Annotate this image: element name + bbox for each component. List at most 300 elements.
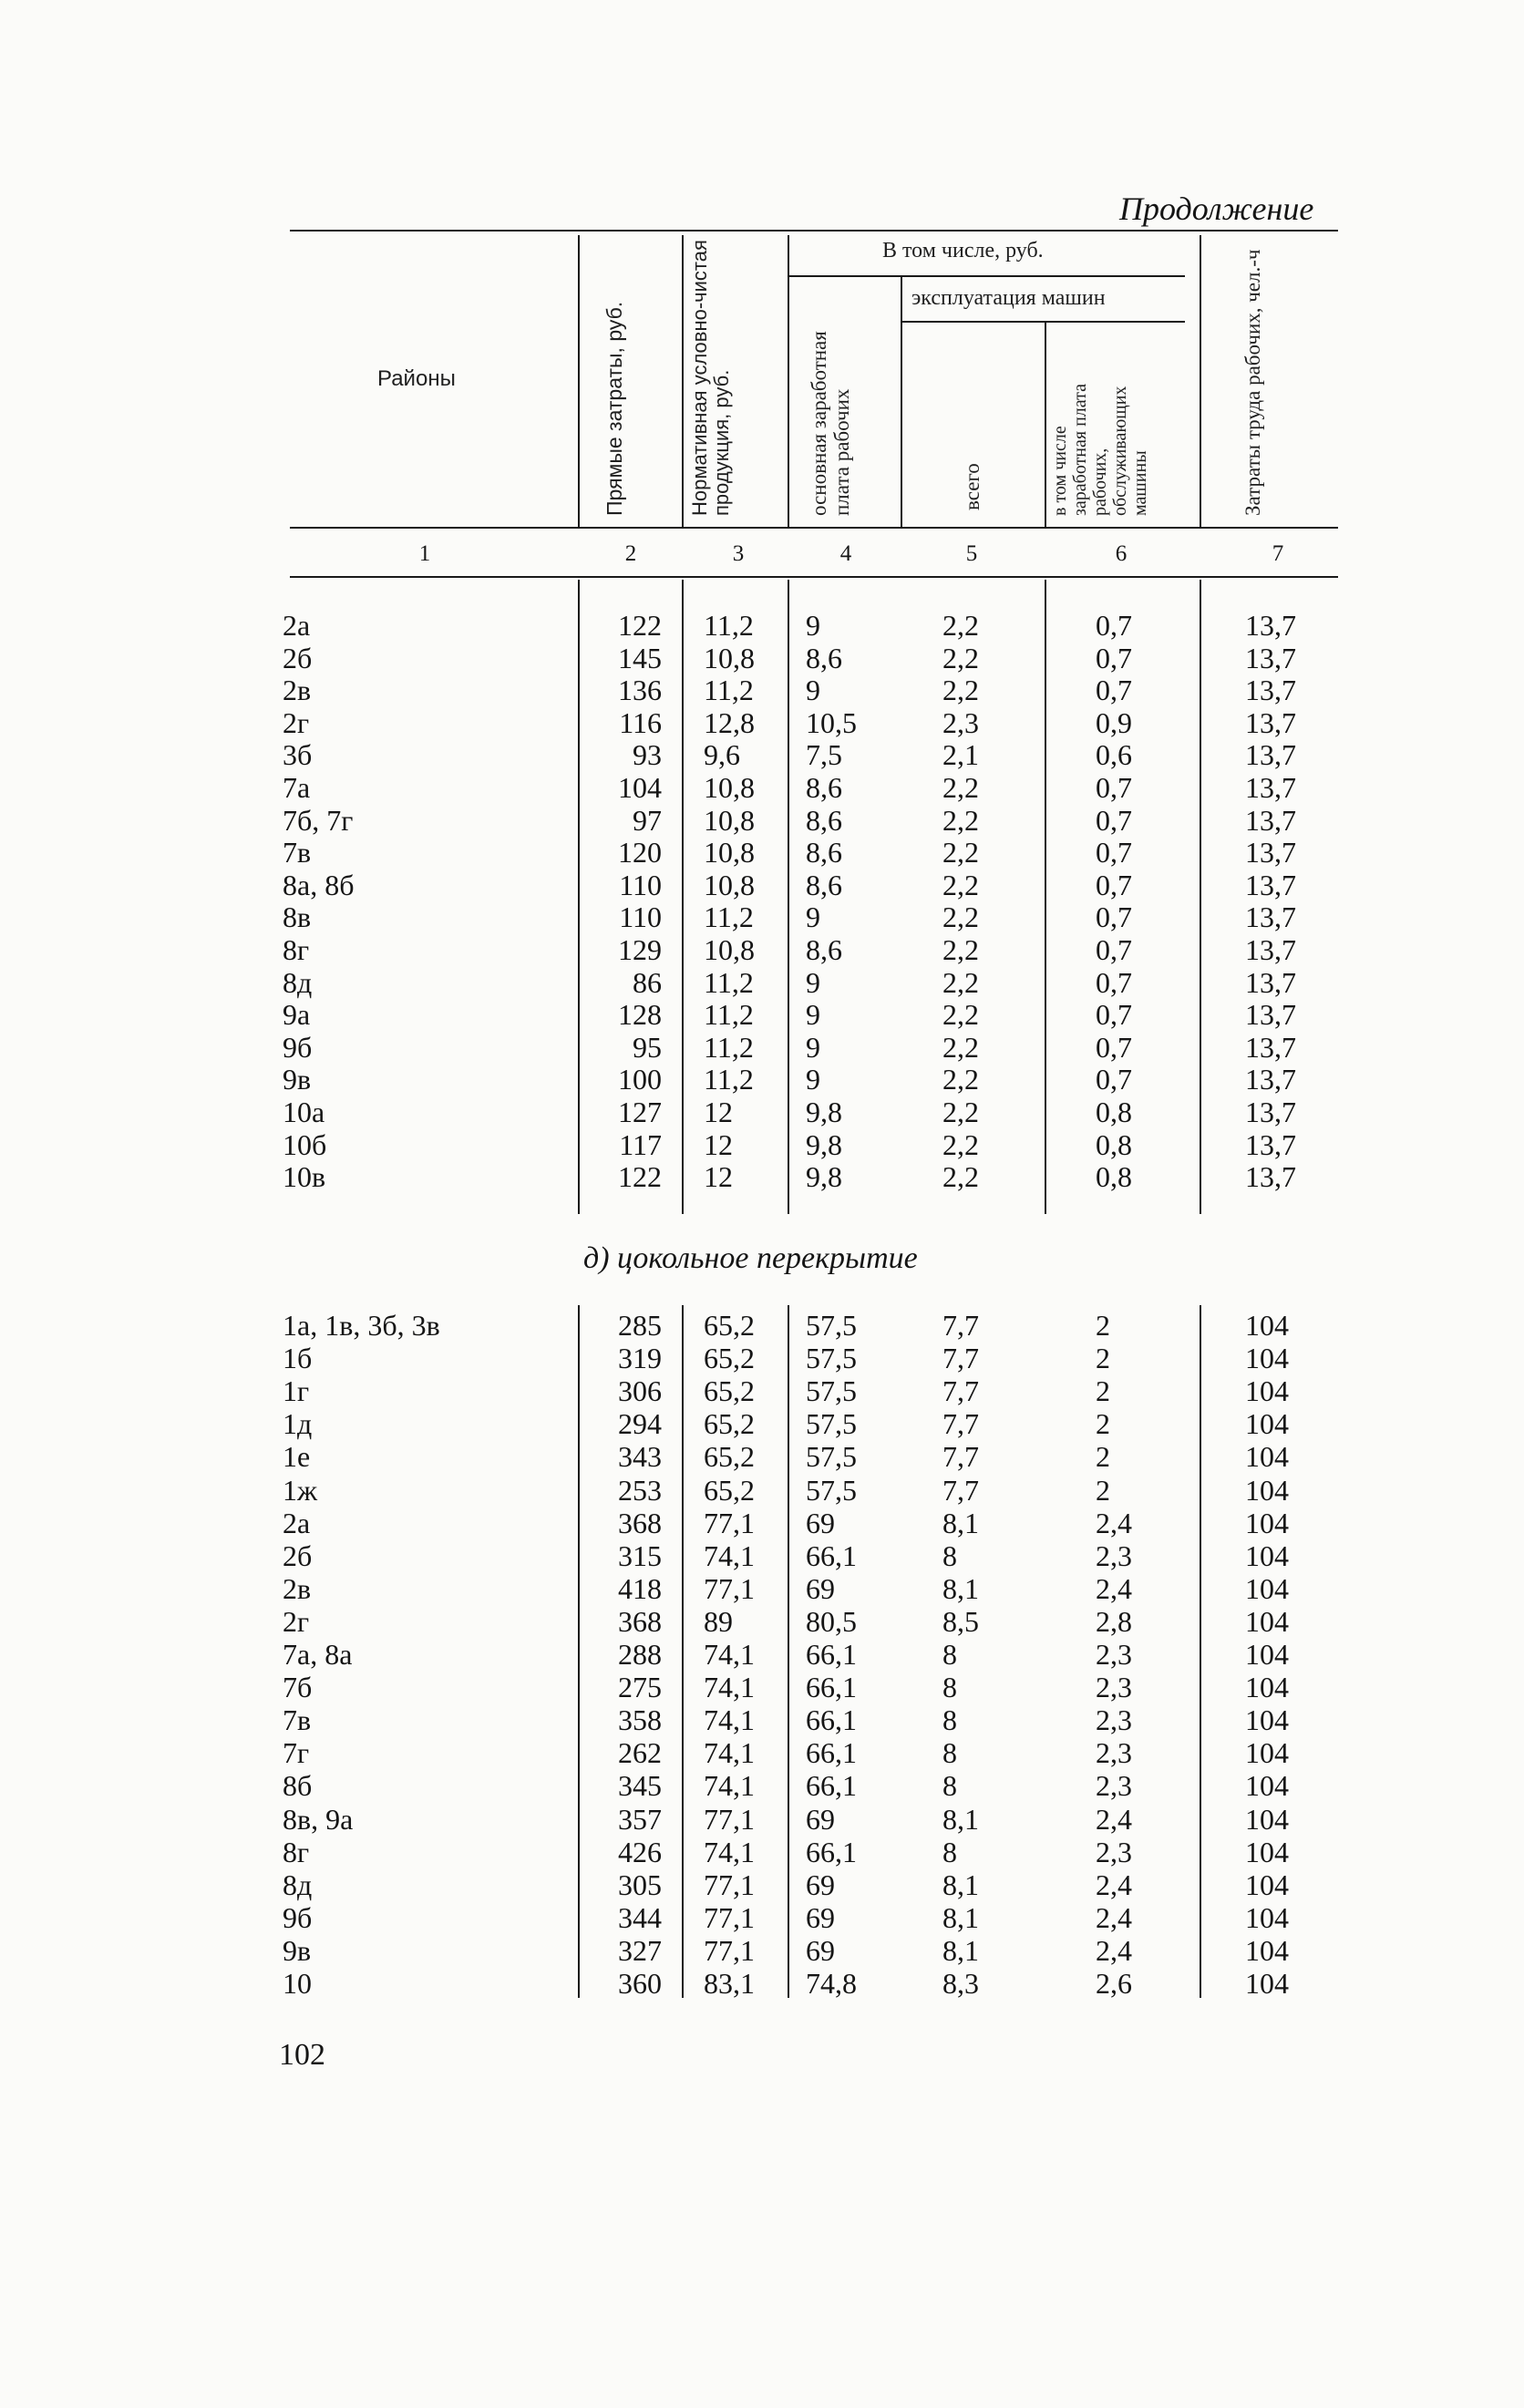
- machines-wage-cell: 0,8: [1096, 1127, 1132, 1161]
- column-number-rule: [290, 576, 1338, 578]
- direct-costs-cell: 294: [618, 1407, 662, 1441]
- normative-output-cell: 74,1: [704, 1671, 755, 1704]
- direct-costs-cell: 97: [633, 803, 662, 837]
- header-including-wage: в том числе заработная плата рабочих, обслуживающих машины: [1050, 384, 1150, 516]
- labor-costs-cell: 104: [1245, 1538, 1289, 1572]
- base-wage-cell: 69: [806, 1933, 835, 1967]
- normative-output-cell: 11,2: [704, 1030, 754, 1064]
- region-cell: 8д: [283, 1868, 313, 1901]
- base-wage-cell: 9: [806, 674, 820, 707]
- machines-wage-cell: 2,4: [1096, 1900, 1132, 1934]
- direct-costs-cell: 345: [618, 1769, 662, 1803]
- machines-wage-cell: 2: [1096, 1342, 1110, 1375]
- normative-output-cell: 74,1: [704, 1703, 755, 1737]
- region-cell: 10а: [283, 1096, 325, 1128]
- machines-wage-cell: 2,8: [1096, 1604, 1132, 1638]
- column-number-7: 7: [1272, 541, 1284, 566]
- table-row: [0, 1096, 1524, 1128]
- direct-costs-cell: 343: [618, 1440, 662, 1474]
- machines-total-cell: 8: [942, 1703, 957, 1737]
- region-cell: 7г: [283, 1736, 310, 1770]
- direct-costs-cell: 327: [618, 1933, 662, 1967]
- machines-total-cell: 8: [942, 1638, 957, 1671]
- direct-costs-cell: 306: [618, 1374, 662, 1408]
- direct-costs-cell: 86: [633, 965, 662, 999]
- normative-output-cell: 11,2: [704, 998, 754, 1032]
- machines-total-cell: 2,2: [942, 933, 979, 966]
- labor-costs-cell: 13,7: [1245, 998, 1296, 1032]
- header-divider-2: [682, 235, 684, 529]
- machines-wage-cell: 2,3: [1096, 1835, 1132, 1868]
- machines-total-cell: 7,7: [942, 1309, 979, 1342]
- base-wage-cell: 69: [806, 1802, 835, 1836]
- direct-costs-cell: 358: [618, 1703, 662, 1737]
- page-number: 102: [279, 2038, 325, 2072]
- machines-total-cell: 7,7: [942, 1342, 979, 1375]
- table-row: [0, 1309, 1524, 1342]
- machines-total-cell: 8: [942, 1538, 957, 1572]
- header-base-wage: основная заработная плата рабочих: [808, 331, 853, 516]
- table-row: [0, 1342, 1524, 1374]
- labor-costs-cell: 104: [1245, 1900, 1289, 1934]
- direct-costs-cell: 104: [618, 771, 662, 804]
- table-row: [0, 1836, 1524, 1868]
- region-cell: 9а: [283, 998, 311, 1032]
- normative-output-cell: 12: [704, 1127, 733, 1161]
- normative-output-cell: 11,2: [704, 900, 754, 934]
- machines-wage-cell: 0,8: [1096, 1160, 1132, 1194]
- table-row: [0, 869, 1524, 901]
- table-row: [0, 1374, 1524, 1407]
- normative-output-cell: 9,6: [704, 738, 740, 772]
- machines-wage-cell: 0,7: [1096, 609, 1132, 642]
- base-wage-cell: 66,1: [806, 1638, 857, 1671]
- normative-output-cell: 77,1: [704, 1571, 755, 1605]
- base-wage-cell: 69: [806, 1571, 835, 1605]
- direct-costs-cell: 110: [619, 900, 662, 934]
- table-row: [0, 1440, 1524, 1473]
- normative-output-cell: 10,8: [704, 771, 755, 804]
- machines-total-cell: 8,1: [942, 1868, 979, 1901]
- machines-total-cell: 2,2: [942, 900, 979, 934]
- base-wage-cell: 9,8: [806, 1160, 842, 1194]
- machines-total-cell: 2,2: [942, 868, 979, 901]
- normative-output-cell: 74,1: [704, 1736, 755, 1770]
- base-wage-cell: 57,5: [806, 1374, 857, 1408]
- region-cell: 7в: [283, 836, 312, 870]
- column-number-2: 2: [624, 541, 637, 566]
- base-wage-cell: 9: [806, 609, 820, 642]
- labor-costs-cell: 104: [1245, 1638, 1289, 1671]
- labor-costs-cell: 104: [1245, 1342, 1289, 1375]
- table-row: [0, 1128, 1524, 1161]
- normative-output-cell: 77,1: [704, 1802, 755, 1836]
- table-row: [0, 1671, 1524, 1703]
- header-top-rule: [290, 230, 1338, 232]
- header-bottom-rule: [290, 527, 1338, 529]
- base-wage-cell: 57,5: [806, 1407, 857, 1441]
- direct-costs-cell: 357: [618, 1802, 662, 1836]
- table-row: [0, 1868, 1524, 1901]
- machines-total-cell: 8,1: [942, 1933, 979, 1967]
- labor-costs-cell: 13,7: [1245, 1127, 1296, 1161]
- base-wage-cell: 57,5: [806, 1473, 857, 1507]
- labor-costs-cell: 104: [1245, 1802, 1289, 1836]
- region-cell: 2г: [283, 705, 310, 739]
- machines-wage-cell: 2,3: [1096, 1538, 1132, 1572]
- header-total: всего: [961, 463, 983, 510]
- normative-output-cell: 77,1: [704, 1868, 755, 1901]
- normative-output-cell: 11,2: [704, 609, 754, 642]
- table-row: [0, 771, 1524, 804]
- machines-total-cell: 8,1: [942, 1506, 979, 1539]
- labor-costs-cell: 13,7: [1245, 641, 1296, 674]
- base-wage-cell: 8,6: [806, 836, 842, 870]
- machines-wage-cell: 2,3: [1096, 1736, 1132, 1770]
- direct-costs-cell: 285: [618, 1309, 662, 1342]
- table-row: [0, 1474, 1524, 1507]
- region-cell: 8а, 8б: [283, 868, 355, 901]
- normative-output-cell: 12: [704, 1160, 733, 1194]
- table-row: [0, 1703, 1524, 1736]
- table-row: [0, 1967, 1524, 2000]
- machines-total-cell: 2,2: [942, 674, 979, 707]
- base-wage-cell: 66,1: [806, 1769, 857, 1803]
- direct-costs-cell: 129: [618, 933, 662, 966]
- table-row: [0, 1901, 1524, 1934]
- region-cell: 1г: [283, 1374, 310, 1408]
- direct-costs-cell: 288: [618, 1638, 662, 1671]
- normative-output-cell: 10,8: [704, 933, 755, 966]
- machines-total-cell: 8: [942, 1769, 957, 1803]
- machines-total-cell: 8,5: [942, 1604, 979, 1638]
- direct-costs-cell: 93: [633, 738, 662, 772]
- machines-wage-cell: 2,3: [1096, 1769, 1132, 1803]
- normative-output-cell: 10,8: [704, 803, 755, 837]
- normative-output-cell: 12: [704, 1096, 733, 1128]
- labor-costs-cell: 104: [1245, 1703, 1289, 1737]
- machines-wage-cell: 0,9: [1096, 705, 1132, 739]
- direct-costs-cell: 117: [619, 1127, 662, 1161]
- machines-wage-cell: 2,4: [1096, 1933, 1132, 1967]
- region-cell: 7б: [283, 1671, 313, 1704]
- normative-output-cell: 10,8: [704, 836, 755, 870]
- header-divider-4: [901, 277, 902, 529]
- direct-costs-cell: 253: [618, 1473, 662, 1507]
- labor-costs-cell: 104: [1245, 1604, 1289, 1638]
- direct-costs-cell: 368: [618, 1506, 662, 1539]
- direct-costs-cell: 426: [618, 1835, 662, 1868]
- table-row: [0, 933, 1524, 966]
- header-divider-1: [578, 235, 580, 529]
- table-row: [0, 1736, 1524, 1769]
- table-row: [0, 900, 1524, 933]
- table-row: [0, 1934, 1524, 1967]
- base-wage-cell: 9: [806, 900, 820, 934]
- base-wage-cell: 10,5: [806, 705, 857, 739]
- machines-wage-cell: 2: [1096, 1407, 1110, 1441]
- region-cell: 1б: [283, 1342, 313, 1375]
- direct-costs-cell: 368: [618, 1604, 662, 1638]
- table-row: [0, 642, 1524, 674]
- machines-wage-cell: 2,3: [1096, 1703, 1132, 1737]
- section-title: д) цокольное перекрытие: [583, 1241, 918, 1275]
- header-direct-costs: Прямые затраты, руб.: [602, 301, 626, 516]
- direct-costs-cell: 319: [618, 1342, 662, 1375]
- base-wage-cell: 8,6: [806, 771, 842, 804]
- base-wage-cell: 8,6: [806, 868, 842, 901]
- region-cell: 1ж: [283, 1473, 318, 1507]
- base-wage-cell: 66,1: [806, 1703, 857, 1737]
- normative-output-cell: 89: [704, 1604, 733, 1638]
- direct-costs-cell: 360: [618, 1967, 662, 2000]
- direct-costs-cell: 275: [618, 1671, 662, 1704]
- table-row: [0, 1407, 1524, 1440]
- normative-output-cell: 10,8: [704, 641, 755, 674]
- machines-total-cell: 8: [942, 1736, 957, 1770]
- table-row: [0, 706, 1524, 739]
- machines-wage-cell: 2,4: [1096, 1571, 1132, 1605]
- labor-costs-cell: 13,7: [1245, 738, 1296, 772]
- labor-costs-cell: 104: [1245, 1309, 1289, 1342]
- machines-total-cell: 8,3: [942, 1967, 979, 2000]
- normative-output-cell: 10,8: [704, 868, 755, 901]
- header-labor-costs: Затраты труда рабочих, чел.-ч: [1241, 249, 1264, 516]
- region-cell: 8б: [283, 1769, 313, 1803]
- labor-costs-cell: 13,7: [1245, 900, 1296, 934]
- labor-costs-cell: 13,7: [1245, 771, 1296, 804]
- labor-costs-cell: 13,7: [1245, 868, 1296, 901]
- normative-output-cell: 65,2: [704, 1407, 755, 1441]
- table-row: [0, 804, 1524, 837]
- labor-costs-cell: 13,7: [1245, 1160, 1296, 1194]
- region-cell: 8в: [283, 900, 312, 934]
- labor-costs-cell: 104: [1245, 1473, 1289, 1507]
- labor-costs-cell: 104: [1245, 1769, 1289, 1803]
- region-cell: 1а, 1в, 3б, 3в: [283, 1309, 440, 1342]
- machines-wage-cell: 2,4: [1096, 1802, 1132, 1836]
- machines-total-cell: 2,2: [942, 609, 979, 642]
- direct-costs-cell: 344: [618, 1900, 662, 1934]
- labor-costs-cell: 104: [1245, 1374, 1289, 1408]
- direct-costs-cell: 110: [619, 868, 662, 901]
- normative-output-cell: 11,2: [704, 1063, 754, 1096]
- region-cell: 2в: [283, 1571, 312, 1605]
- table-row: [0, 1605, 1524, 1638]
- labor-costs-cell: 13,7: [1245, 1030, 1296, 1064]
- direct-costs-cell: 136: [618, 674, 662, 707]
- machines-wage-cell: 2,3: [1096, 1671, 1132, 1704]
- table-row: [0, 1539, 1524, 1572]
- machines-total-cell: 7,7: [942, 1407, 979, 1441]
- machines-total-cell: 2,2: [942, 771, 979, 804]
- machines-rule: [902, 321, 1185, 323]
- labor-costs-cell: 13,7: [1245, 933, 1296, 966]
- continuation-label: Продолжение: [1119, 190, 1314, 227]
- including-rule: [789, 275, 1185, 277]
- region-cell: 2а: [283, 609, 311, 642]
- machines-wage-cell: 0,7: [1096, 998, 1132, 1032]
- base-wage-cell: 69: [806, 1506, 835, 1539]
- machines-wage-cell: 0,7: [1096, 965, 1132, 999]
- machines-wage-cell: 2: [1096, 1309, 1110, 1342]
- table-row: [0, 1160, 1524, 1193]
- base-wage-cell: 57,5: [806, 1342, 857, 1375]
- header-normative-output: Нормативная условно-чистая продукция, руб.: [688, 240, 733, 516]
- labor-costs-cell: 13,7: [1245, 836, 1296, 870]
- table-row: [0, 1572, 1524, 1605]
- region-cell: 10: [283, 1967, 312, 2000]
- normative-output-cell: 77,1: [704, 1900, 755, 1934]
- region-cell: 10б: [283, 1127, 327, 1161]
- machines-total-cell: 2,2: [942, 641, 979, 674]
- normative-output-cell: 11,2: [704, 674, 754, 707]
- machines-total-cell: 2,2: [942, 1127, 979, 1161]
- base-wage-cell: 9: [806, 1030, 820, 1064]
- base-wage-cell: 66,1: [806, 1736, 857, 1770]
- region-cell: 2в: [283, 674, 312, 707]
- table-row: [0, 674, 1524, 706]
- region-cell: 2б: [283, 1538, 313, 1572]
- direct-costs-cell: 145: [618, 641, 662, 674]
- labor-costs-cell: 104: [1245, 1571, 1289, 1605]
- direct-costs-cell: 122: [618, 609, 662, 642]
- machines-wage-cell: 0,7: [1096, 641, 1132, 674]
- normative-output-cell: 65,2: [704, 1309, 755, 1342]
- base-wage-cell: 8,6: [806, 641, 842, 674]
- region-cell: 9б: [283, 1900, 313, 1934]
- machines-total-cell: 2,2: [942, 1160, 979, 1194]
- column-number-5: 5: [965, 541, 978, 566]
- base-wage-cell: 69: [806, 1900, 835, 1934]
- base-wage-cell: 9: [806, 998, 820, 1032]
- table-row: [0, 1769, 1524, 1802]
- normative-output-cell: 77,1: [704, 1506, 755, 1539]
- direct-costs-cell: 262: [618, 1736, 662, 1770]
- table-row: [0, 836, 1524, 869]
- machines-wage-cell: 0,7: [1096, 933, 1132, 966]
- labor-costs-cell: 13,7: [1245, 803, 1296, 837]
- base-wage-cell: 66,1: [806, 1835, 857, 1868]
- machines-wage-cell: 0,7: [1096, 836, 1132, 870]
- column-number-1: 1: [418, 541, 431, 566]
- machines-total-cell: 2,2: [942, 1096, 979, 1128]
- machines-wage-cell: 0,7: [1096, 1030, 1132, 1064]
- base-wage-cell: 9: [806, 1063, 820, 1096]
- base-wage-cell: 66,1: [806, 1538, 857, 1572]
- region-cell: 8в, 9а: [283, 1802, 354, 1836]
- normative-output-cell: 74,1: [704, 1769, 755, 1803]
- machines-wage-cell: 2,6: [1096, 1967, 1132, 2000]
- base-wage-cell: 80,5: [806, 1604, 857, 1638]
- region-cell: 7а, 8а: [283, 1638, 353, 1671]
- labor-costs-cell: 104: [1245, 1440, 1289, 1474]
- machines-total-cell: 8,1: [942, 1571, 979, 1605]
- machines-wage-cell: 2,4: [1096, 1506, 1132, 1539]
- labor-costs-cell: 13,7: [1245, 705, 1296, 739]
- header-divider-5: [1045, 323, 1046, 529]
- normative-output-cell: 65,2: [704, 1473, 755, 1507]
- region-cell: 8д: [283, 965, 313, 999]
- labor-costs-cell: 104: [1245, 1736, 1289, 1770]
- machines-total-cell: 2,3: [942, 705, 979, 739]
- machines-wage-cell: 2: [1096, 1374, 1110, 1408]
- machines-total-cell: 7,7: [942, 1473, 979, 1507]
- region-cell: 1д: [283, 1407, 313, 1441]
- table-row: [0, 1063, 1524, 1096]
- region-cell: 9в: [283, 1933, 312, 1967]
- region-cell: 8г: [283, 933, 310, 966]
- base-wage-cell: 8,6: [806, 803, 842, 837]
- header-divider-6: [1200, 235, 1201, 529]
- column-number-6: 6: [1115, 541, 1128, 566]
- direct-costs-cell: 116: [619, 705, 662, 739]
- region-cell: 2а: [283, 1506, 311, 1539]
- normative-output-cell: 65,2: [704, 1374, 755, 1408]
- machines-total-cell: 2,2: [942, 1030, 979, 1064]
- direct-costs-cell: 315: [618, 1538, 662, 1572]
- direct-costs-cell: 127: [618, 1096, 662, 1128]
- table-row: [0, 1803, 1524, 1836]
- base-wage-cell: 8,6: [806, 933, 842, 966]
- machines-total-cell: 2,2: [942, 965, 979, 999]
- table-row: [0, 609, 1524, 642]
- table-row: [0, 738, 1524, 771]
- direct-costs-cell: 418: [618, 1571, 662, 1605]
- header-machine-operation: эксплуатация машин: [911, 286, 1106, 310]
- region-cell: 10в: [283, 1160, 326, 1194]
- machines-total-cell: 7,7: [942, 1440, 979, 1474]
- column-number-4: 4: [839, 541, 852, 566]
- machines-total-cell: 2,2: [942, 1063, 979, 1096]
- base-wage-cell: 57,5: [806, 1440, 857, 1474]
- machines-total-cell: 8,1: [942, 1900, 979, 1934]
- machines-wage-cell: 2: [1096, 1473, 1110, 1507]
- normative-output-cell: 74,1: [704, 1538, 755, 1572]
- machines-wage-cell: 0,7: [1096, 900, 1132, 934]
- machines-wage-cell: 2,3: [1096, 1638, 1132, 1671]
- table-row: [0, 1031, 1524, 1064]
- machines-wage-cell: 2,4: [1096, 1868, 1132, 1901]
- normative-output-cell: 65,2: [704, 1440, 755, 1474]
- base-wage-cell: 9,8: [806, 1127, 842, 1161]
- direct-costs-cell: 95: [633, 1030, 662, 1064]
- region-cell: 7б, 7г: [283, 803, 354, 837]
- region-cell: 3б: [283, 738, 313, 772]
- machines-wage-cell: 2: [1096, 1440, 1110, 1474]
- region-cell: 8г: [283, 1835, 310, 1868]
- labor-costs-cell: 104: [1245, 1933, 1289, 1967]
- region-cell: 2б: [283, 641, 313, 674]
- region-cell: 9в: [283, 1063, 312, 1096]
- labor-costs-cell: 104: [1245, 1671, 1289, 1704]
- labor-costs-cell: 13,7: [1245, 965, 1296, 999]
- machines-wage-cell: 0,7: [1096, 674, 1132, 707]
- normative-output-cell: 12,8: [704, 705, 755, 739]
- direct-costs-cell: 128: [618, 998, 662, 1032]
- machines-wage-cell: 0,7: [1096, 868, 1132, 901]
- region-cell: 7в: [283, 1703, 312, 1737]
- machines-wage-cell: 0,8: [1096, 1096, 1132, 1128]
- normative-output-cell: 77,1: [704, 1933, 755, 1967]
- direct-costs-cell: 122: [618, 1160, 662, 1194]
- table-row: [0, 1638, 1524, 1671]
- labor-costs-cell: 13,7: [1245, 674, 1296, 707]
- labor-costs-cell: 104: [1245, 1506, 1289, 1539]
- labor-costs-cell: 104: [1245, 1868, 1289, 1901]
- direct-costs-cell: 305: [618, 1868, 662, 1901]
- machines-total-cell: 8: [942, 1671, 957, 1704]
